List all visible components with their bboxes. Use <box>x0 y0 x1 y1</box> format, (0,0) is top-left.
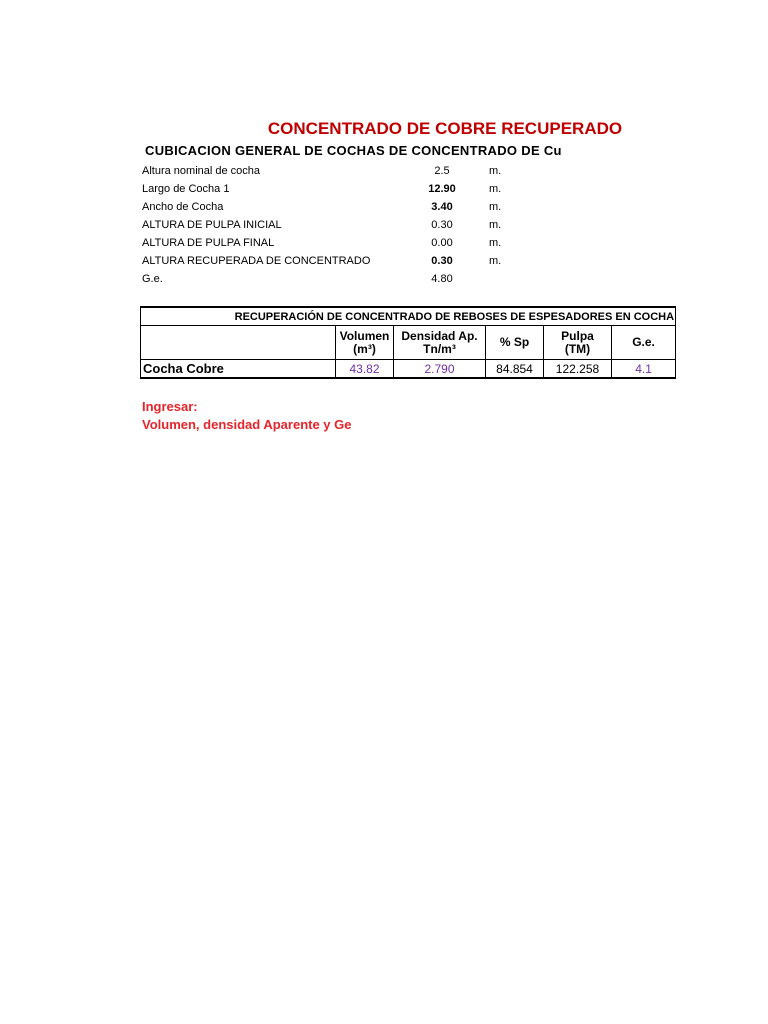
column-header-volumen: Volumen (m³) <box>336 326 394 360</box>
note-line-1: Ingresar: <box>142 399 198 414</box>
param-value[interactable]: 0.30 <box>431 255 453 267</box>
table-row <box>141 360 676 379</box>
column-header-sp: % Sp <box>486 326 544 360</box>
volumen-cell[interactable]: 43.82 <box>336 360 394 379</box>
param-label: G.e. <box>142 273 163 285</box>
param-unit: m. <box>489 201 502 213</box>
param-value[interactable]: 3.40 <box>431 201 453 213</box>
param-label: Altura nominal de cocha <box>142 165 261 177</box>
param-unit: m. <box>489 165 502 177</box>
input-note <box>142 398 352 434</box>
param-value[interactable]: 0.00 <box>431 237 453 249</box>
sp-cell: 84.854 <box>486 360 544 379</box>
param-unit: m. <box>489 219 502 231</box>
table-header-row <box>141 307 676 326</box>
row-name: Cocha Cobre <box>141 360 336 379</box>
param-unit: m. <box>489 183 502 195</box>
column-header-row <box>141 326 676 360</box>
param-value[interactable]: 0.30 <box>431 219 453 231</box>
param-label: ALTURA DE PULPA FINAL <box>142 237 275 249</box>
param-unit: m. <box>489 255 502 267</box>
densidad-cell[interactable]: 2.790 <box>394 360 486 379</box>
param-label: ALTURA RECUPERADA DE CONCENTRADO <box>142 255 371 267</box>
param-label: Largo de Cocha 1 <box>142 183 230 195</box>
ge-cell[interactable]: 4.1 <box>612 360 676 379</box>
pulpa-cell: 122.258 <box>544 360 612 379</box>
column-header-densidad: Densidad Ap. Tn/m³ <box>394 326 486 360</box>
note-line-2: Volumen, densidad Aparente y Ge <box>142 417 352 432</box>
param-unit: m. <box>489 237 502 249</box>
param-value[interactable]: 4.80 <box>431 273 453 285</box>
table-header: RECUPERACIÓN DE CONCENTRADO DE REBOSES DE ESPESADORES EN COCHA <box>141 307 676 326</box>
param-label: ALTURA DE PULPA INICIAL <box>142 219 282 231</box>
param-value[interactable]: 12.90 <box>428 183 456 195</box>
recovery-table <box>140 306 676 379</box>
param-value[interactable]: 2.5 <box>434 165 450 177</box>
page-title: CONCENTRADO DE COBRE RECUPERADO <box>267 119 623 138</box>
column-header-ge: G.e. <box>612 326 676 360</box>
param-label: Ancho de Cocha <box>142 201 224 213</box>
column-header-pulpa: Pulpa (TM) <box>544 326 612 360</box>
empty-header-cell <box>141 326 336 360</box>
section-subtitle: CUBICACION GENERAL DE COCHAS DE CONCENTRADO DE Cu <box>145 143 562 158</box>
